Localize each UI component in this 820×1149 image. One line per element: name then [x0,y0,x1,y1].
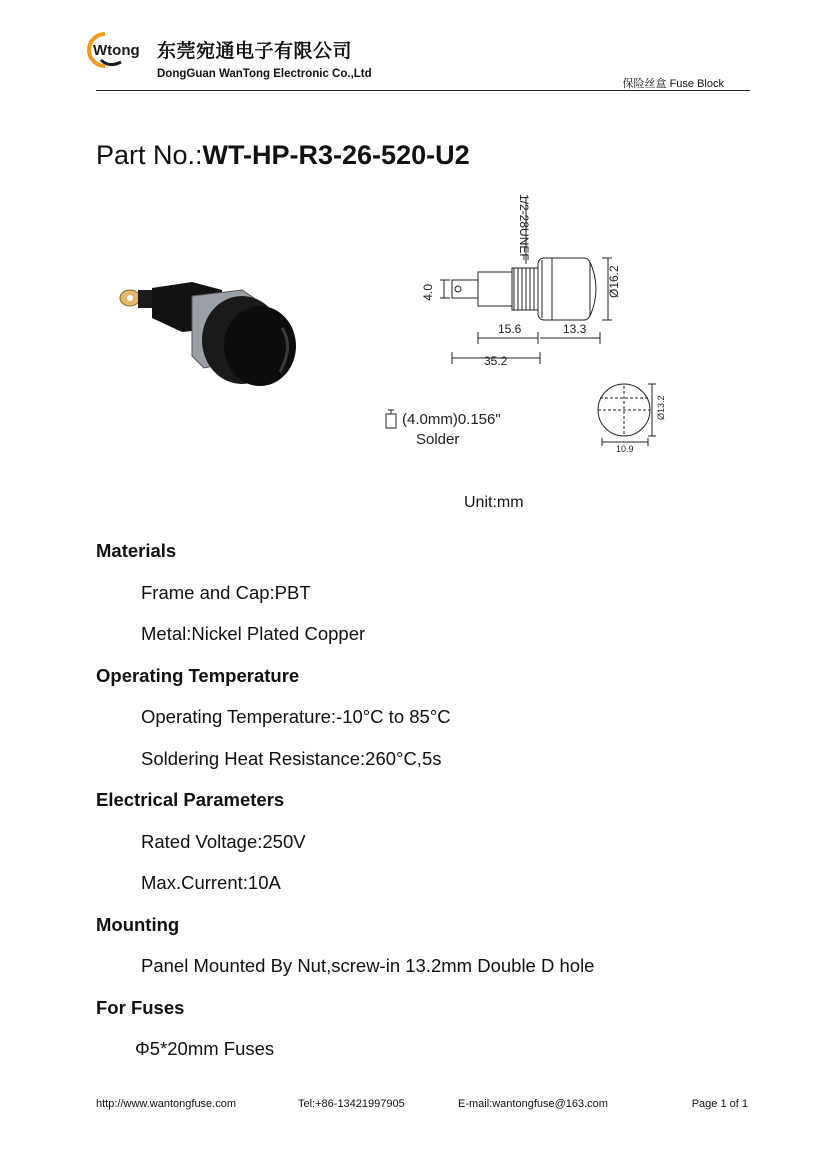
part-number-heading [96,140,470,171]
hole-diameter: Ø13.2 [656,395,666,420]
spec-metal: Metal:Nickel Plated Copper [141,623,366,644]
footer-website[interactable]: http://www.wantongfuse.com [96,1098,237,1110]
spec-mounting: Panel Mounted By Nut,screw-in 13.2mm Double D hole [141,955,595,976]
dimension-drawing [380,188,680,468]
footer-tel: Tel:+86-13421997905 [298,1098,405,1110]
part-number-label: Part No.: [96,140,203,170]
spec-max-current: Max.Current:10A [141,872,281,893]
spec-fuse-size: Φ5*20mm Fuses [135,1038,275,1059]
dim-height: 4.0 [421,284,435,301]
dim-diameter: Ø16.2 [607,265,621,298]
header-divider [96,90,750,91]
dim-13-3: 13.3 [563,322,587,336]
section-title-temperature: Operating Temperature [96,665,300,686]
section-title-mounting: Mounting [96,914,180,935]
solder-size: (4.0mm)0.156" [402,411,501,428]
section-title-materials: Materials [96,540,177,561]
thread-label: 1/2-28UNEF [517,194,531,261]
company-name-cn: 东莞宛通电子有限公司 [157,41,353,62]
footer-page-number: Page 1 of 1 [691,1098,748,1110]
spec-solder-heat: Soldering Heat Resistance:260°C,5s [141,748,442,769]
dim-35-2: 35.2 [484,354,508,368]
company-logo [87,32,151,68]
unit-label: Unit:mm [464,494,524,511]
spec-rated-voltage: Rated Voltage:250V [141,831,306,852]
hole-width: 10.9 [616,444,634,454]
dim-15-6: 15.6 [498,322,522,336]
spec-operating-temp: Operating Temperature:-10°C to 85°C [141,706,451,727]
spec-frame-cap: Frame and Cap:PBT [141,582,311,603]
section-title-electrical: Electrical Parameters [96,789,285,810]
document-category: 保险丝盒 Fuse Block [622,78,724,90]
company-name-en: DongGuan WanTong Electronic Co.,Ltd [157,68,372,80]
footer-email[interactable]: E-mail:wantongfuse@163.com [458,1098,608,1110]
product-photo [112,268,312,396]
part-number-value: WT-HP-R3-26-520-U2 [202,140,470,170]
section-title-fuses: For Fuses [96,997,185,1018]
solder-label: Solder [416,431,460,448]
logo-text: Wtong [93,42,140,59]
